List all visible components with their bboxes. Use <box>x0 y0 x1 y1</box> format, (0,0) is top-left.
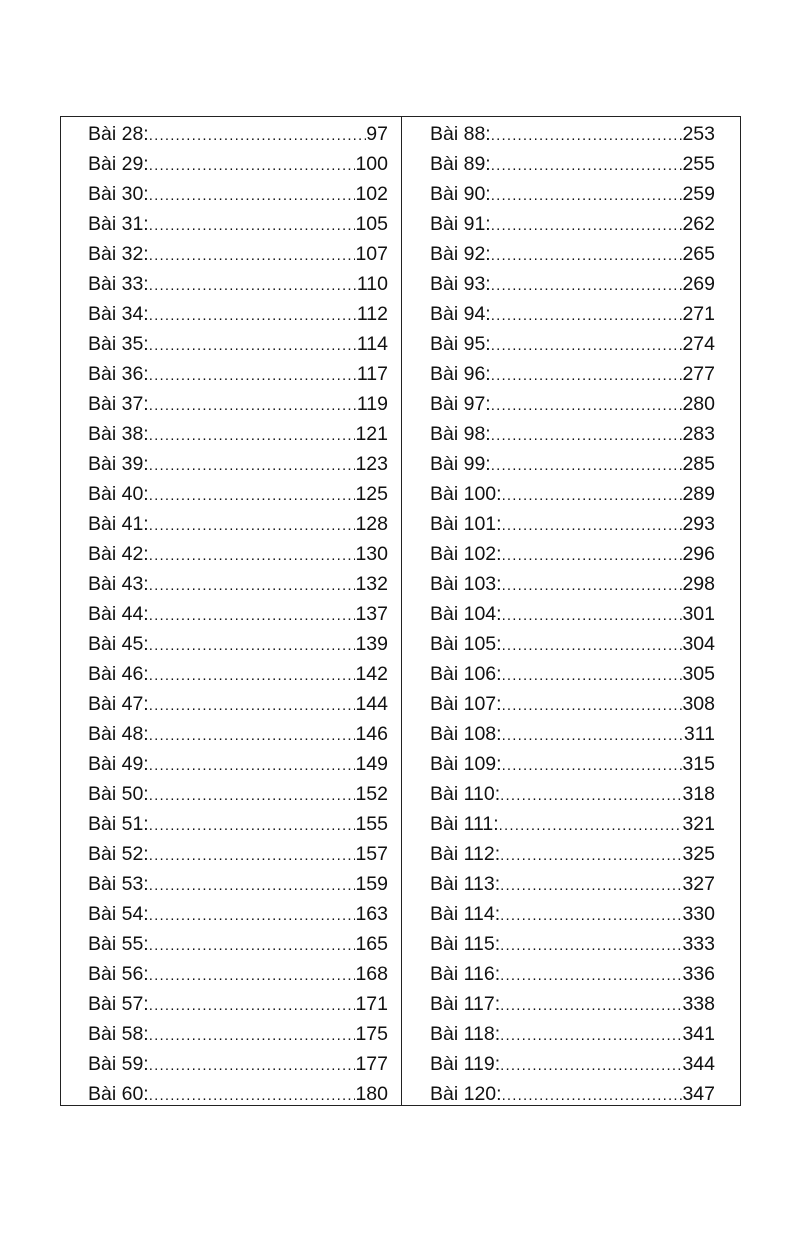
toc-entry-page: 123 <box>355 453 388 475</box>
toc-entry <box>88 149 388 179</box>
toc-entry <box>88 629 388 659</box>
toc-entry-label: Bài 56: <box>88 963 149 985</box>
dot-leader <box>149 181 356 211</box>
toc-entry-label: Bài 58: <box>88 1023 149 1045</box>
toc-entry-label: Bài 107: <box>430 693 502 715</box>
dot-leader <box>500 1051 682 1081</box>
toc-entry <box>88 419 388 449</box>
toc-entry <box>88 389 388 419</box>
dot-leader <box>149 631 356 661</box>
toc-entry <box>430 659 715 689</box>
toc-entry-page: 305 <box>682 663 715 685</box>
toc-entry-page: 333 <box>682 933 715 955</box>
toc-entry-label: Bài 115: <box>430 933 501 955</box>
toc-entry <box>430 839 715 869</box>
toc-entry-page: 130 <box>355 543 388 565</box>
toc-entry-page: 277 <box>682 363 715 385</box>
toc-entry <box>430 359 715 389</box>
dot-leader <box>149 721 356 751</box>
toc-entry <box>88 779 388 809</box>
toc-entry-page: 105 <box>355 213 388 235</box>
toc-entry-page: 338 <box>682 993 715 1015</box>
toc-entry-page: 177 <box>355 1053 388 1075</box>
dot-leader <box>491 331 683 361</box>
toc-entry-page: 347 <box>682 1083 715 1105</box>
toc-entry-label: Bài 118: <box>430 1023 501 1045</box>
toc-entry-page: 344 <box>682 1053 715 1075</box>
dot-leader <box>500 991 682 1021</box>
dot-leader <box>500 961 682 991</box>
toc-entry-label: Bài 93: <box>430 273 491 295</box>
dot-leader <box>149 1081 356 1111</box>
dot-leader <box>149 151 356 181</box>
toc-entry-page: 144 <box>355 693 388 715</box>
toc-entry <box>430 569 715 599</box>
dot-leader <box>491 391 683 421</box>
toc-entry-label: Bài 57: <box>88 993 149 1015</box>
toc-entry-label: Bài 55: <box>88 933 149 955</box>
toc-entry <box>88 239 388 269</box>
toc-entry-label: Bài 113: <box>430 873 501 895</box>
dot-leader <box>500 781 682 811</box>
toc-entry <box>88 359 388 389</box>
dot-leader <box>149 571 356 601</box>
toc-entry <box>88 1049 388 1079</box>
toc-entry-page: 341 <box>682 1023 715 1045</box>
dot-leader <box>491 421 683 451</box>
toc-entry <box>88 689 388 719</box>
toc-entry-label: Bài 112: <box>430 843 501 865</box>
dot-leader <box>149 691 356 721</box>
toc-entry <box>88 299 388 329</box>
toc-entry-page: 304 <box>682 633 715 655</box>
toc-entry <box>430 599 715 629</box>
toc-entry-page: 308 <box>682 693 715 715</box>
toc-entry-label: Bài 110: <box>430 783 501 805</box>
toc-entry-page: 171 <box>355 993 388 1015</box>
toc-entry-label: Bài 89: <box>430 153 491 175</box>
toc-entry <box>430 629 715 659</box>
toc-entry-label: Bài 119: <box>430 1053 501 1075</box>
toc-entry-page: 107 <box>355 243 388 265</box>
toc-entry-label: Bài 60: <box>88 1083 149 1105</box>
toc-entry-page: 146 <box>355 723 388 745</box>
toc-entry-label: Bài 105: <box>430 633 502 655</box>
toc-entry <box>430 179 715 209</box>
toc-entry-label: Bài 97: <box>430 393 491 415</box>
dot-leader <box>149 211 356 241</box>
toc-entry-label: Bài 100: <box>430 483 502 505</box>
toc-entry-label: Bài 28: <box>88 123 149 145</box>
toc-entry-page: 110 <box>356 273 388 295</box>
toc-entry-page: 301 <box>682 603 715 625</box>
toc-column-left <box>88 119 388 1109</box>
toc-entry-label: Bài 29: <box>88 153 149 175</box>
toc-entry <box>430 539 715 569</box>
dot-leader <box>149 421 356 451</box>
toc-entry-page: 321 <box>682 813 715 835</box>
toc-entry <box>88 809 388 839</box>
toc-entry-label: Bài 45: <box>88 633 149 655</box>
toc-entry-page: 119 <box>356 393 388 415</box>
toc-entry-label: Bài 35: <box>88 333 149 355</box>
toc-entry-label: Bài 103: <box>430 573 502 595</box>
toc-entry-page: 159 <box>355 873 388 895</box>
toc-entry-page: 269 <box>682 273 715 295</box>
toc-entry-label: Bài 40: <box>88 483 149 505</box>
toc-entry <box>430 149 715 179</box>
dot-leader <box>502 481 683 511</box>
dot-leader <box>149 451 356 481</box>
toc-entry-label: Bài 38: <box>88 423 149 445</box>
toc-entry-page: 165 <box>355 933 388 955</box>
toc-entry-label: Bài 91: <box>430 213 491 235</box>
dot-leader <box>491 121 683 151</box>
toc-entry-label: Bài 88: <box>430 123 491 145</box>
toc-entry-label: Bài 116: <box>430 963 501 985</box>
toc-entry-page: 296 <box>682 543 715 565</box>
dot-leader <box>149 511 356 541</box>
dot-leader <box>149 751 356 781</box>
toc-entry <box>430 989 715 1019</box>
toc-entry <box>430 689 715 719</box>
toc-entry-page: 259 <box>682 183 715 205</box>
toc-entry-label: Bài 36: <box>88 363 149 385</box>
dot-leader <box>149 1021 356 1051</box>
dot-leader <box>149 781 356 811</box>
toc-entry <box>88 599 388 629</box>
toc-entry-label: Bài 59: <box>88 1053 149 1075</box>
toc-entry-page: 100 <box>355 153 388 175</box>
toc-entry-page: 327 <box>682 873 715 895</box>
toc-entry-label: Bài 43: <box>88 573 149 595</box>
toc-entry-label: Bài 90: <box>430 183 491 205</box>
dot-leader <box>491 451 683 481</box>
dot-leader <box>149 241 356 271</box>
toc-entry-page: 293 <box>682 513 715 535</box>
toc-entry-label: Bài 33: <box>88 273 149 295</box>
dot-leader <box>149 541 356 571</box>
toc-entry-page: 262 <box>682 213 715 235</box>
toc-entry <box>430 809 715 839</box>
toc-entry <box>88 929 388 959</box>
dot-leader <box>502 631 683 661</box>
toc-entry-label: Bài 54: <box>88 903 149 925</box>
toc-entry-label: Bài 42: <box>88 543 149 565</box>
dot-leader <box>502 751 683 781</box>
dot-leader <box>491 241 683 271</box>
toc-entry-label: Bài 53: <box>88 873 149 895</box>
toc-entry <box>88 179 388 209</box>
toc-entry-label: Bài 111: <box>430 813 499 835</box>
toc-entry-label: Bài 99: <box>430 453 491 475</box>
toc-entry <box>430 389 715 419</box>
toc-entry-page: 97 <box>366 123 388 145</box>
toc-entry <box>430 479 715 509</box>
toc-entry <box>88 839 388 869</box>
toc-entry <box>430 119 715 149</box>
toc-entry-label: Bài 44: <box>88 603 149 625</box>
toc-entry <box>88 869 388 899</box>
toc-entry <box>88 1019 388 1049</box>
dot-leader <box>502 601 683 631</box>
toc-entry-page: 315 <box>682 753 715 775</box>
toc-entry-label: Bài 31: <box>88 213 149 235</box>
toc-entry-page: 137 <box>355 603 388 625</box>
dot-leader <box>491 181 683 211</box>
toc-entry-page: 163 <box>355 903 388 925</box>
dot-leader <box>149 391 357 421</box>
toc-entry-label: Bài 95: <box>430 333 491 355</box>
dot-leader <box>500 841 682 871</box>
dot-leader <box>502 571 683 601</box>
toc-entry <box>430 1019 715 1049</box>
toc-entry <box>88 899 388 929</box>
toc-entry <box>430 959 715 989</box>
toc-entry <box>430 869 715 899</box>
toc-entry-label: Bài 114: <box>430 903 501 925</box>
dot-leader <box>500 901 682 931</box>
toc-entry <box>430 299 715 329</box>
toc-entry-page: 180 <box>355 1083 388 1105</box>
toc-entry-label: Bài 52: <box>88 843 149 865</box>
toc-entry-page: 253 <box>682 123 715 145</box>
toc-entry-page: 289 <box>682 483 715 505</box>
toc-entry <box>88 119 388 149</box>
toc-entry <box>88 209 388 239</box>
dot-leader <box>502 661 683 691</box>
toc-entry <box>430 1049 715 1079</box>
toc-entry-page: 155 <box>355 813 388 835</box>
toc-entry <box>430 449 715 479</box>
toc-entry-page: 139 <box>355 633 388 655</box>
toc-entry <box>430 239 715 269</box>
toc-entry <box>88 749 388 779</box>
toc-entry <box>430 719 715 749</box>
dot-leader <box>499 811 683 841</box>
toc-entry-page: 265 <box>682 243 715 265</box>
toc-entry <box>430 269 715 299</box>
dot-leader <box>500 931 682 961</box>
toc-entry-page: 112 <box>356 303 388 325</box>
dot-leader <box>502 511 683 541</box>
dot-leader <box>149 841 356 871</box>
toc-entry-label: Bài 102: <box>430 543 502 565</box>
toc-entry <box>88 1079 388 1109</box>
toc-column-right <box>430 119 715 1109</box>
dot-leader <box>149 811 356 841</box>
dot-leader <box>502 721 684 751</box>
toc-entry-label: Bài 104: <box>430 603 502 625</box>
toc-entry-label: Bài 34: <box>88 303 149 325</box>
dot-leader <box>500 871 682 901</box>
toc-entry <box>430 749 715 779</box>
toc-entry-page: 114 <box>356 333 388 355</box>
toc-entry <box>430 509 715 539</box>
toc-entry-label: Bài 41: <box>88 513 149 535</box>
toc-entry-label: Bài 50: <box>88 783 149 805</box>
toc-entry-page: 125 <box>355 483 388 505</box>
toc-entry-label: Bài 51: <box>88 813 149 835</box>
dot-leader <box>491 361 683 391</box>
dot-leader <box>149 121 367 151</box>
toc-entry <box>88 509 388 539</box>
toc-entry <box>88 659 388 689</box>
toc-entry <box>88 479 388 509</box>
toc-entry-label: Bài 32: <box>88 243 149 265</box>
dot-leader <box>149 601 356 631</box>
dot-leader <box>149 931 356 961</box>
toc-entry-label: Bài 117: <box>430 993 501 1015</box>
dot-leader <box>502 541 683 571</box>
toc-entry <box>88 449 388 479</box>
toc-entry-page: 336 <box>682 963 715 985</box>
toc-entry-label: Bài 98: <box>430 423 491 445</box>
toc-entry <box>430 329 715 359</box>
toc-entry-page: 325 <box>682 843 715 865</box>
toc-entry-label: Bài 46: <box>88 663 149 685</box>
dot-leader <box>500 1021 682 1051</box>
toc-entry-page: 121 <box>355 423 388 445</box>
toc-entry-page: 157 <box>355 843 388 865</box>
toc-entry-label: Bài 47: <box>88 693 149 715</box>
toc-entry-page: 283 <box>682 423 715 445</box>
toc-entry <box>430 899 715 929</box>
toc-entry <box>88 539 388 569</box>
toc-entry <box>88 569 388 599</box>
toc-entry-label: Bài 101: <box>430 513 502 535</box>
dot-leader <box>491 271 683 301</box>
toc-entry-label: Bài 94: <box>430 303 491 325</box>
toc-entry-page: 298 <box>682 573 715 595</box>
dot-leader <box>491 151 683 181</box>
dot-leader <box>149 901 356 931</box>
toc-entry-page: 117 <box>356 363 388 385</box>
toc-entry <box>430 419 715 449</box>
toc-entry-label: Bài 106: <box>430 663 502 685</box>
dot-leader <box>502 691 683 721</box>
toc-entry-label: Bài 109: <box>430 753 502 775</box>
toc-entry-page: 102 <box>355 183 388 205</box>
toc-entry <box>88 959 388 989</box>
toc-entry-page: 149 <box>355 753 388 775</box>
dot-leader <box>149 991 356 1021</box>
toc-entry <box>88 269 388 299</box>
dot-leader <box>149 301 357 331</box>
toc-entry <box>430 929 715 959</box>
toc-entry-page: 142 <box>355 663 388 685</box>
toc-entry-label: Bài 37: <box>88 393 149 415</box>
table-of-contents <box>60 116 741 1106</box>
toc-entry-label: Bài 49: <box>88 753 149 775</box>
toc-entry-page: 168 <box>355 963 388 985</box>
dot-leader <box>149 481 356 511</box>
toc-entry-page: 318 <box>682 783 715 805</box>
dot-leader <box>491 211 683 241</box>
toc-entry-label: Bài 96: <box>430 363 491 385</box>
toc-entry-page: 132 <box>355 573 388 595</box>
toc-entry-page: 255 <box>682 153 715 175</box>
dot-leader <box>149 361 357 391</box>
toc-entry <box>88 719 388 749</box>
dot-leader <box>149 1051 356 1081</box>
toc-entry-page: 128 <box>355 513 388 535</box>
dot-leader <box>491 301 683 331</box>
toc-entry <box>430 1079 715 1109</box>
dot-leader <box>149 331 357 361</box>
toc-entry-label: Bài 92: <box>430 243 491 265</box>
toc-entry-label: Bài 108: <box>430 723 502 745</box>
toc-entry-page: 175 <box>355 1023 388 1045</box>
dot-leader <box>502 1081 683 1111</box>
toc-entry-page: 274 <box>682 333 715 355</box>
toc-entry-label: Bài 48: <box>88 723 149 745</box>
toc-entry-page: 152 <box>355 783 388 805</box>
column-divider <box>401 117 402 1105</box>
toc-entry <box>88 989 388 1019</box>
dot-leader <box>149 661 356 691</box>
toc-entry-page: 330 <box>682 903 715 925</box>
toc-entry-page: 285 <box>682 453 715 475</box>
toc-entry <box>88 329 388 359</box>
dot-leader <box>149 871 356 901</box>
toc-entry-page: 280 <box>682 393 715 415</box>
toc-entry-label: Bài 39: <box>88 453 149 475</box>
dot-leader <box>149 271 357 301</box>
toc-entry <box>430 209 715 239</box>
toc-entry-label: Bài 120: <box>430 1083 502 1105</box>
toc-entry <box>430 779 715 809</box>
toc-entry-page: 271 <box>682 303 715 325</box>
toc-entry-page: 311 <box>683 723 715 745</box>
dot-leader <box>149 961 356 991</box>
toc-entry-label: Bài 30: <box>88 183 149 205</box>
